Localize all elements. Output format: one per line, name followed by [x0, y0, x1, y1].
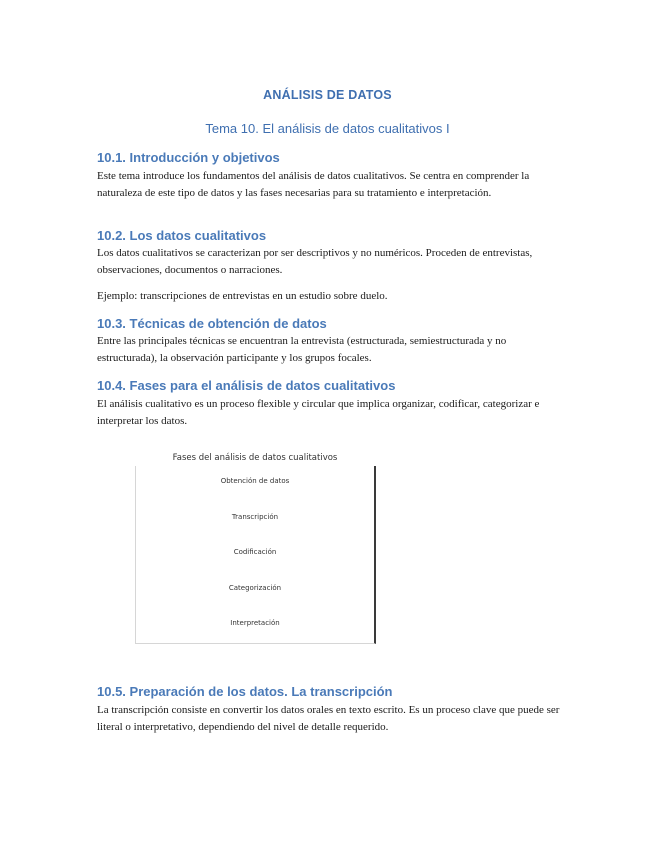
- section-paragraph-ejemplo: Ejemplo: transcripciones de entrevistas en un estudio sobre duelo.: [97, 290, 388, 302]
- diagram-step: Transcripción: [231, 513, 279, 521]
- section-paragraph-introduccion: Este tema introduce los fundamentos del análisis de datos cualitativos. Se centra en comprender la naturaleza de este tipo de datos y las fases necesarias para su tratamiento e interpretación.: [97, 170, 530, 199]
- diagram-step: Codificación: [233, 548, 277, 556]
- section-heading-introduccion: 10.1. Introducción y objetivos: [97, 150, 280, 165]
- section-heading-transcripcion: 10.5. Preparación de los datos. La transcripción: [97, 684, 393, 699]
- diagram-step: Categorización: [228, 584, 282, 592]
- diagram-step: Interpretación: [230, 619, 280, 627]
- section-paragraph-fases: El análisis cualitativo es un proceso flexible y circular que implica organizar, codificar, categorizar e interpretar los datos.: [97, 398, 540, 427]
- section-paragraph-datos-cualitativos: Los datos cualitativos se caracterizan por ser descriptivos y no numéricos. Proceden de entrevistas, observaciones, documentos o narraciones.: [97, 247, 533, 276]
- section-paragraph-tecnicas: Entre las principales técnicas se encuentran la entrevista (estructurada, semiestructurada y no estructurada), la observación participante y los grupos focales.: [97, 335, 507, 364]
- section-paragraph-transcripcion: La transcripción consiste en convertir los datos orales en texto escrito. Es un proceso clave que puede ser literal o interpretativo, dependiendo del nivel de detalle requerido.: [97, 704, 560, 733]
- diagram-frame: [135, 466, 376, 644]
- section-heading-fases: 10.4. Fases para el análisis de datos cualitativos: [97, 378, 396, 393]
- phases-diagram: [135, 453, 375, 645]
- section-heading-datos-cualitativos: 10.2. Los datos cualitativos: [97, 228, 267, 243]
- diagram-step: Obtención de datos: [220, 477, 290, 485]
- diagram-title: Fases del análisis de datos cualitativos: [172, 453, 338, 463]
- page-subtitle: Tema 10. El análisis de datos cualitativos I: [205, 121, 450, 136]
- section-heading-tecnicas: 10.3. Técnicas de obtención de datos: [97, 316, 327, 331]
- page-title: ANÁLISIS DE DATOS: [263, 88, 392, 102]
